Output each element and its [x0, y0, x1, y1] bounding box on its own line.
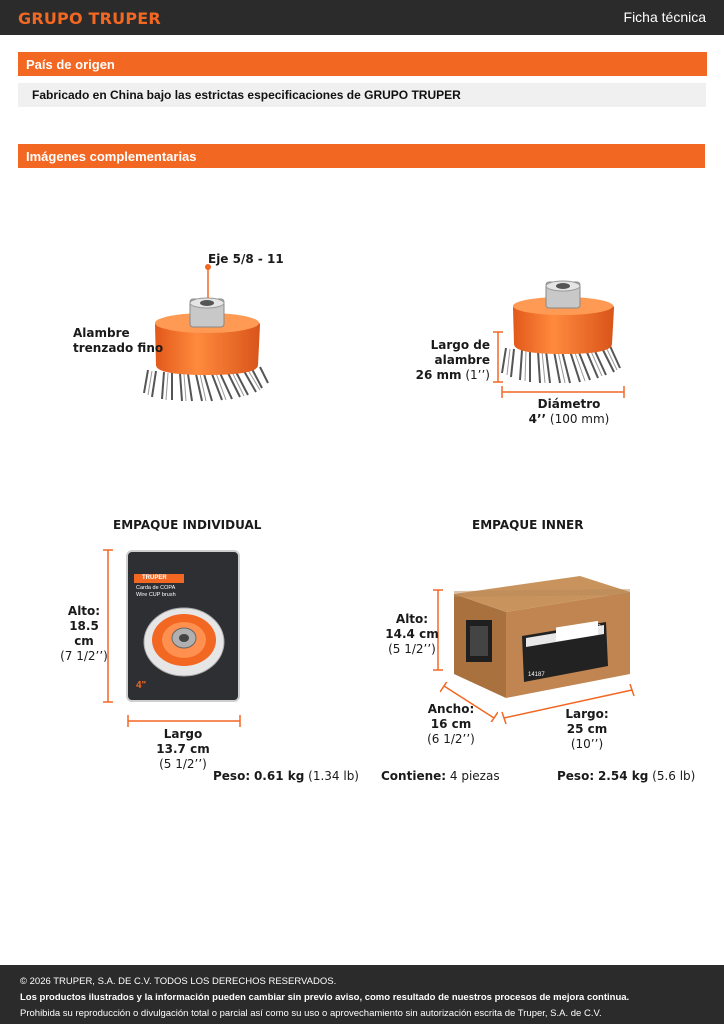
- blister-card-name-en: Wire CUP brush: [136, 592, 176, 598]
- inner-weight: Peso: 2.54 kg (5.6 lb): [557, 769, 696, 783]
- individual-length-dimension: [126, 714, 242, 728]
- cup-brush-image-2: [498, 278, 628, 388]
- individual-length-label: Largo 13.7 cm (5 1/2’’): [156, 727, 210, 771]
- shaft-label: Eje 5/8 - 11: [208, 252, 284, 266]
- wire-length-dimension: [492, 330, 504, 384]
- blister-card-name-es: Carda de COPA: [136, 585, 176, 591]
- footer-copyright: © 2026 TRUPER, S.A. DE C.V. TODOS LOS DERECHOS RESERVADOS.: [20, 976, 337, 987]
- wire-label: Alambre trenzado fino: [73, 326, 164, 355]
- brand-logo: GRUPO TRUPER: [18, 9, 161, 28]
- blister-card-size: 4": [136, 680, 147, 691]
- individual-weight: Peso: 0.61 kg (1.34 lb): [213, 769, 359, 783]
- footer: [0, 965, 724, 1024]
- inner-height-label: Alto: 14.4 cm (5 1/2’’): [385, 612, 439, 656]
- inner-length-label: Largo: 25 cm (10’’): [565, 707, 609, 751]
- footer-disclaimer: Los productos ilustrados y la información pueden cambiar sin previo aviso, como resultado de nuestros procesos de mejora continua.: [20, 992, 630, 1003]
- diameter-label: Diámetro 4’’ (100 mm): [528, 397, 610, 426]
- inner-package-title: EMPAQUE INNER: [472, 518, 584, 532]
- wire-length-label: Largo de alambre 26 mm (1’’): [415, 338, 490, 382]
- images-section-title: Imágenes complementarias: [18, 144, 705, 168]
- document-type: Ficha técnica: [623, 9, 706, 25]
- header-bar: [0, 0, 724, 35]
- inner-box-code: 14187: [528, 672, 545, 678]
- origin-text: Fabricado en China bajo las estrictas especificaciones de GRUPO TRUPER: [18, 83, 706, 107]
- origin-section-title: País de origen: [18, 52, 707, 76]
- inner-width-label: Ancho: 16 cm (6 1/2’’): [427, 702, 475, 746]
- shaft-pointer: [202, 262, 214, 300]
- individual-height-label: Alto: 18.5 cm (7 1/2’’): [60, 604, 108, 663]
- footer-legal: Prohibida su reproducción o divulgación total o parcial así como su uso o aprovechamiento sin autorización escrita de Truper, S.A. de C.V.: [20, 1008, 602, 1019]
- inner-box-brand: TRUPER: [580, 624, 601, 630]
- individual-package-title: EMPAQUE INDIVIDUAL: [113, 518, 262, 532]
- blister-card: [126, 550, 240, 702]
- blister-brush: [142, 602, 226, 678]
- blister-card-brand: TRUPER: [134, 574, 184, 583]
- inner-contents: Contiene: 4 piezas: [381, 769, 500, 783]
